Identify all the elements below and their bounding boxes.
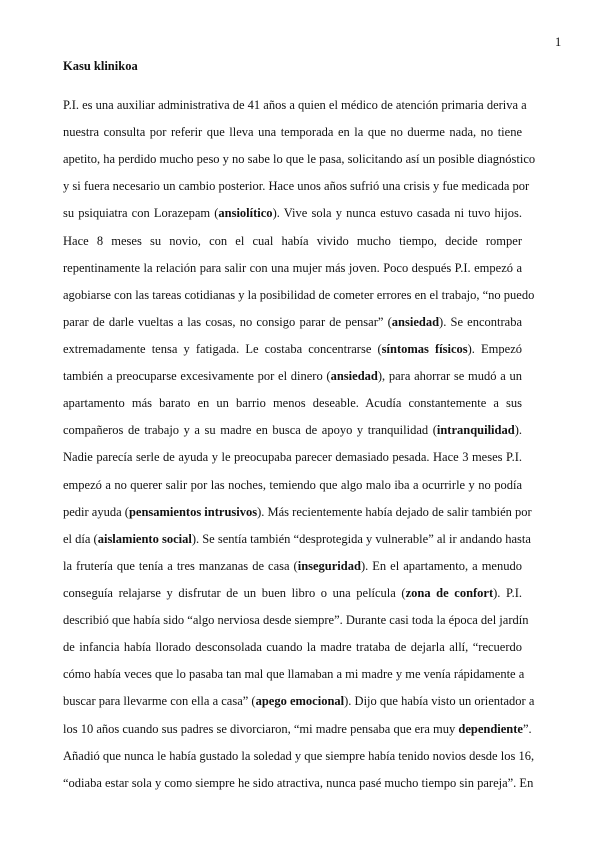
highlighted-term: inseguridad [297,558,361,573]
text-line [63,661,525,688]
text-line [63,363,522,390]
text-segment: la frutería que tenía a tres manzanas de casa ( [63,558,298,573]
text-segment: conseguía relajarse y disfrutar de un buen libro o una película ( [63,585,406,600]
text-segment: agobiarse con las tareas cotidianas y la posibilidad de cometer errores en el trabajo, “no puedo [63,287,535,302]
highlighted-term: pensamientos intrusivos [128,504,258,519]
text-line [63,472,522,499]
text-line [63,92,527,119]
text-segment: Nadie parecía serle de ayuda y le preocupaba parecer demasiado pesada. Hace 3 meses P.I. [63,450,522,465]
text-segment: empezó a no querer salir por las noches, temiendo que algo malo iba a ocurrirle y no podía [63,477,522,492]
text-segment: describió que había sido “algo nerviosa desde siempre”. Durante casi toda la época del jardín [63,613,529,628]
section-heading: Kasu klinikoa [63,59,138,73]
text-segment: ). Empezó [467,341,522,356]
text-segment: ). Dijo que había visto un orientador a [344,694,535,709]
text-line [63,688,535,715]
text-segment: pedir ayuda ( [63,504,129,519]
text-segment: Hace 8 meses su novio, con el cual había vivido mucho tiempo, decide romper [63,233,522,248]
text-segment: nuestra consulta por referir que lleva una temporada en la que no duerme nada, no tiene [63,125,522,140]
highlighted-term: ansiedad [330,369,378,384]
text-line [63,526,531,553]
text-segment: ). Se sentía también “desprotegida y vulnerable” al ir andando hasta [191,531,531,546]
text-segment: el día ( [63,531,98,546]
text-segment: y si fuera necesario un cambio posterior. Hace unos años sufrió una crisis y fue medicada por [63,179,530,194]
text-line [63,580,522,607]
text-segment: extremadamente tensa y fatigada. Le costaba concentrarse ( [63,341,382,356]
text-segment: apetito, ha perdido mucho peso y no sabe lo que le pasa, solicitando así un posible diagnóstico [63,152,536,167]
text-segment: repentinamente la relación para salir con una mujer más joven. Poco después P.I. empezó a [63,260,522,275]
text-line [63,743,535,770]
text-line [63,173,530,200]
highlighted-term: síntomas físicos [381,341,468,356]
text-segment: cómo había veces que lo pasaba tan mal que llamaban a mi madre y me venía rápidamente a [63,667,525,682]
text-segment: ). Más recientemente había dejado de salir también por [257,504,532,519]
text-line [63,553,522,580]
text-line [63,607,529,634]
text-line [63,282,535,309]
text-segment: P.I. es una auxiliar administrativa de 41 años a quien el médico de atención primaria deriva a [63,98,527,112]
text-segment: también a preocuparse excesivamente por el dinero ( [63,369,331,384]
highlighted-term: intranquilidad [436,423,515,438]
text-segment: apartamento más barato en un barrio menos deseable. Acudía constantemente a sus [63,396,522,411]
text-segment: parar de darle vueltas a las cosas, no consigo parar de pensar” ( [63,314,392,329]
text-line [63,228,522,255]
text-line [63,309,522,336]
highlighted-term: ansiedad [391,314,440,329]
text-segment: su psiquiatra con Lorazepam ( [63,206,219,221]
highlighted-term: aislamiento social [97,531,192,546]
highlighted-term: zona de confort [405,585,494,600]
text-line [63,146,536,173]
text-line [63,390,522,417]
text-segment: ”. [522,721,532,736]
text-segment: ). P.I. [493,585,522,600]
text-line [63,119,522,146]
highlighted-term: dependiente [458,721,523,736]
text-line [63,255,522,282]
text-segment: buscar para llevarme con ella a casa” ( [63,694,256,709]
text-line [63,336,522,363]
text-segment: ). Vive sola y nunca estuvo casada ni tuvo hijos. [272,206,522,221]
text-line [63,634,522,661]
text-line [63,499,532,526]
text-line [63,444,522,471]
text-segment: “odiaba estar sola y como siempre he sido atractiva, nunca pasé mucho tiempo sin pareja”. En [63,775,534,790]
text-segment: Añadió que nunca le había gustado la soledad y que siempre había tenido novios desde los 16, [63,748,535,763]
page-number: 1 [555,35,562,49]
text-line [63,716,532,743]
text-line [63,200,522,227]
text-line [63,770,534,797]
case-paragraph [63,92,536,797]
highlighted-term: apego emocional [255,694,345,709]
text-segment: ), para ahorrar se mudó a un [377,369,523,384]
text-segment: ). En el apartamento, a menudo [360,558,522,573]
text-segment: compañeros de trabajo y a su madre en busca de apoyo y tranquilidad ( [63,423,437,438]
text-segment: de infancia había llorado desconsolada cuando la madre trataba de dejarla allí, “recuerdo [63,640,522,655]
text-segment: los 10 años cuando sus padres se divorciaron, “mi madre pensaba que era muy [63,721,459,736]
text-segment: ). Se encontraba [439,314,522,329]
text-segment: ). [514,423,522,438]
text-line [63,417,522,444]
highlighted-term: ansiolítico [218,206,273,221]
